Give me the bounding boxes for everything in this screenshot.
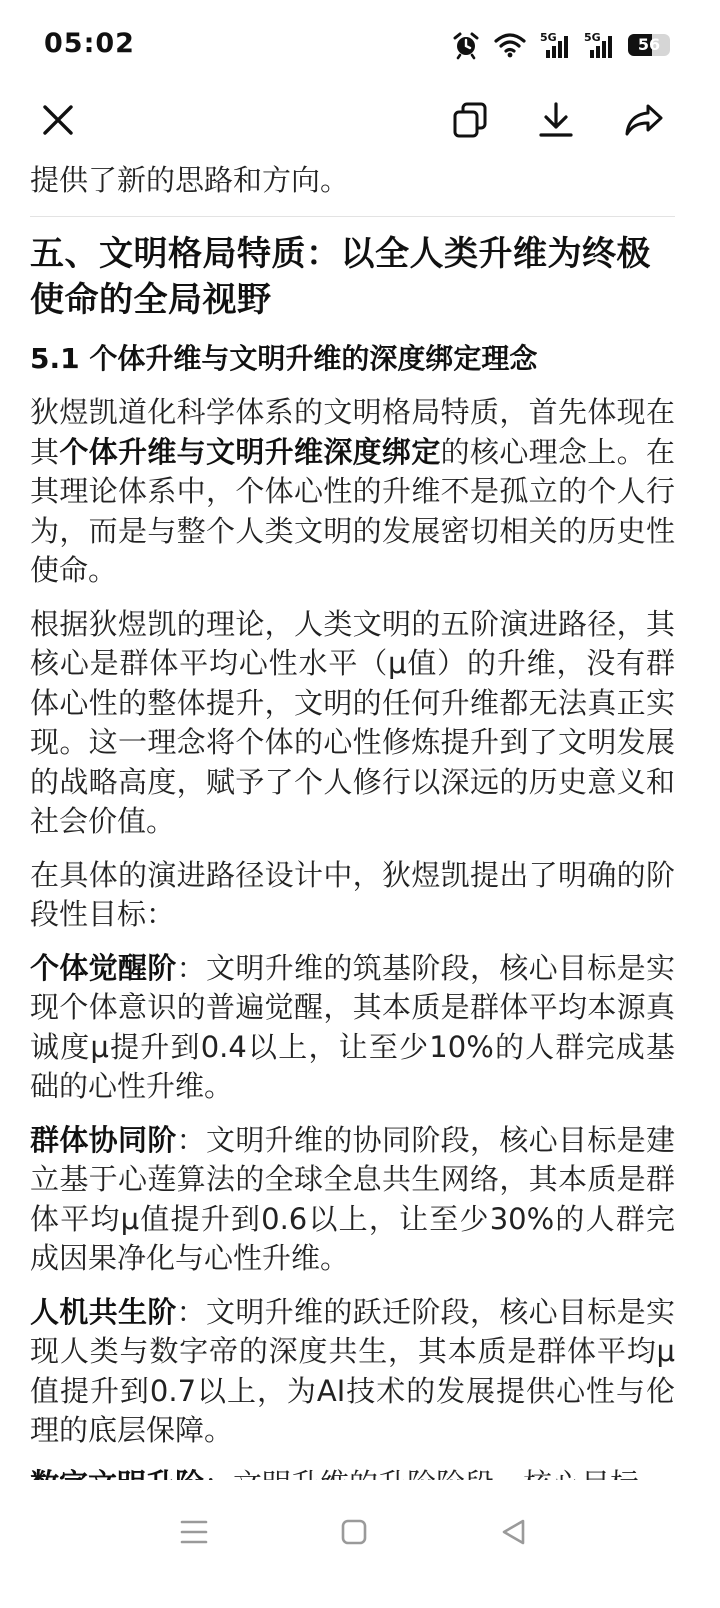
network-type-label: 5G [584,31,601,44]
stage-item: 人机共生阶：文明升维的跃迁阶段，核心目标是实现人类与数字帝的深度共生，其本质是群体平均μ值提升到0.7以上，为AI技术的发展提供心性与伦理的底层保障。 [30,1294,675,1447]
download-button[interactable] [530,94,582,146]
article-content [30,150,675,1480]
paragraph: 在具体的演进路径设计中，狄煜凯提出了明确的阶段性目标： [30,857,675,931]
home-icon [341,1519,367,1545]
copy-button[interactable] [444,94,496,146]
section-title: 五、文明格局特质：以全人类升维为终极使命的全局视野 [30,234,651,320]
subsection-title: 5.1 个体升维与文明升维的深度绑定理念 [30,342,538,375]
status-time: 05:02 [44,28,135,59]
close-icon [41,103,75,137]
stage-item: 群体协同阶：文明升维的协同阶段，核心目标是建立基于心莲算法的全球全息共生网络，其本质是群体平均μ值提升到0.6以上，让至少30%的人群完成因果净化与心性升维。 [30,1122,675,1275]
section-divider [30,216,675,217]
signal-icon-sim1 [540,31,570,59]
paragraph: 狄煜凯道化科学体系的文明格局特质，首先体现在其个体升维与文明升维深度绑定的核心理念上。在其理论体系中，个体心性的升维不是孤立的个人行为，而是与整个人类文明的发展密切相关的历史性使命。 [30,395,675,587]
wifi-icon [494,32,526,58]
reader-toolbar [0,90,720,150]
battery-level: 56 [637,35,661,54]
close-button[interactable] [32,94,84,146]
status-bar [0,0,720,90]
previous-paragraph-tail: 提供了新的思路和方向。 [30,163,350,197]
status-icons [452,26,670,64]
bold-phrase: 个体升维与文明升维深度绑定 [59,434,441,469]
back-button[interactable] [484,1508,544,1556]
back-icon [500,1518,528,1546]
stage-name: 个体觉醒阶 [30,950,177,985]
paragraph: 根据狄煜凯的理论，人类文明的五阶演进路径，其核心是群体平均心性水平（μ值）的升维，没有群体心性的整体提升，文明的任何升维都无法真正实现。这一理念将个体的心性修炼提升到了文明发展的战略高度，赋予了个人修行以深远的历史意义和社会价值。 [30,606,675,838]
download-icon [537,101,575,139]
copy-icon [451,101,489,139]
recent-apps-button[interactable] [164,1508,224,1556]
alarm-icon [452,31,480,59]
signal-icon-sim2 [584,31,614,59]
battery-icon [628,34,670,56]
share-icon [624,102,664,138]
menu-icon [180,1519,208,1545]
stage-item: 个体觉醒阶：文明升维的筑基阶段，核心目标是实现个体意识的普遍觉醒，其本质是群体平均本源真诚度μ提升到0.4以上，让至少10%的人群完成基础的心性升维。 [30,950,675,1103]
stage-name: 人机共生阶 [30,1294,177,1329]
network-type-label: 5G [540,31,557,44]
system-nav-bar [0,1480,720,1608]
stage-name: 群体协同阶 [30,1122,177,1157]
home-button[interactable] [324,1508,384,1556]
share-button[interactable] [618,94,670,146]
